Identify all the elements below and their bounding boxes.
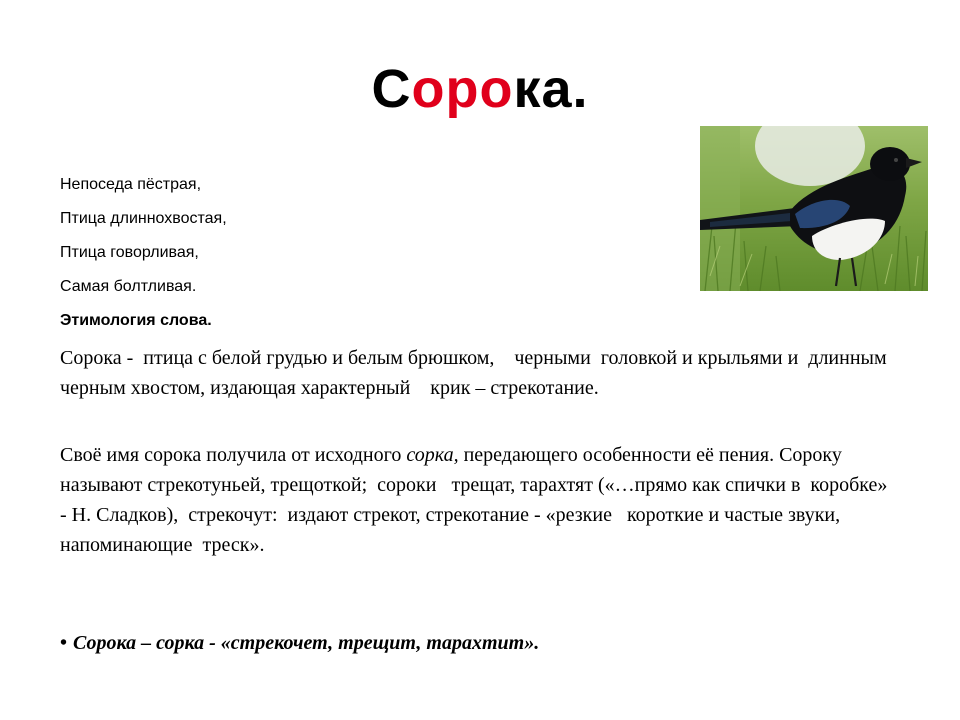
title-letter-s: С: [371, 59, 412, 119]
description-paragraph: Сорока - птица с белой грудью и белым брюшком, черными головкой и крыльями и длинным черным хвостом, издающая характерный крик – стрекотание.: [60, 347, 892, 399]
poem-line-3: Птица говорливая,: [60, 244, 199, 261]
summary-bullet: [60, 632, 539, 655]
poem-line-2: Птица длиннохвостая,: [60, 210, 227, 227]
slide-title: [0, 58, 960, 120]
etymology-paragraph: [60, 440, 893, 560]
title-highlight: оро: [411, 59, 514, 119]
poem-line-4: Самая болтливая.: [60, 278, 197, 295]
title-ending: ка.: [513, 59, 589, 119]
magpie-illustration: [700, 126, 928, 291]
etymology-source-word: сорка,: [406, 444, 459, 466]
bullet-dot-icon: •: [60, 632, 68, 654]
poem-line-1: Непоседа пёстрая,: [60, 176, 202, 193]
summary-text: Сорока – сорка - «стрекочет, трещит, тарахтит».: [73, 632, 540, 654]
etymology-text-rest: передающего особенности её пения. Сороку называют стрекотуньей, трещоткой; сороки трещат, тарахтят («…прямо как спички в коробке» - Н. Сладков), стрекочут: издают стрекот, стрекотание - «резкие короткие и частые звуки, напоминающие треск».: [60, 444, 893, 556]
etymology-text-start: Своё имя сорока получила от исходного: [60, 444, 407, 466]
magpie-photo: [700, 126, 928, 291]
etymology-heading: Этимология слова.: [60, 312, 212, 329]
